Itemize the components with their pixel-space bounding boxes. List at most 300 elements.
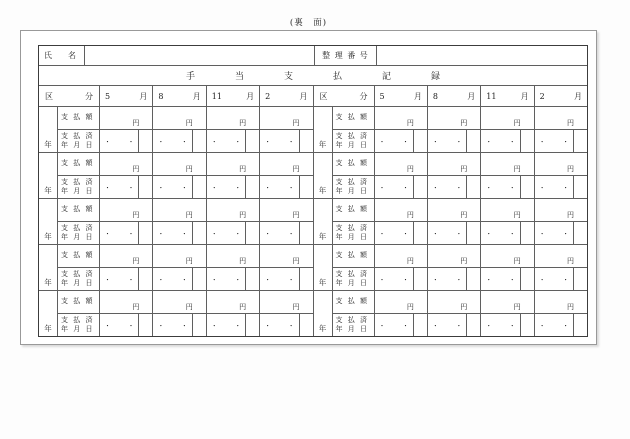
amount-input-cell[interactable] [260, 245, 312, 267]
date-sub-cell [300, 222, 313, 244]
amount-input-cell[interactable] [100, 199, 153, 221]
yen-label: 円 [460, 165, 468, 173]
date-sub-cell [521, 130, 534, 152]
date-sub-cell [193, 314, 206, 336]
amount-label-cell: 支 払 額 [333, 291, 375, 313]
amount-row [333, 153, 588, 176]
date-input-cell[interactable] [153, 176, 206, 198]
yen-label: 円 [513, 257, 521, 265]
paid-date-row [333, 314, 588, 336]
amount-input-cell[interactable] [535, 107, 587, 129]
date-sub-cell [467, 314, 480, 336]
date-input-cell[interactable] [375, 130, 428, 152]
yen-label: 円 [132, 165, 140, 173]
name-label-cell [39, 46, 85, 65]
date-input-cell[interactable] [207, 268, 260, 290]
amount-input-cell[interactable] [207, 199, 260, 221]
date-input-cell[interactable] [260, 130, 312, 152]
date-sub-cell [521, 314, 534, 336]
date-input-cell[interactable] [207, 222, 260, 244]
date-input-cell[interactable] [153, 130, 206, 152]
month-header-cell: 5 月 [375, 86, 428, 106]
date-write-area [260, 222, 299, 244]
date-sub-cell [574, 130, 587, 152]
amount-row [333, 199, 588, 222]
amount-label-cell: 支 払 額 [58, 153, 100, 175]
amount-input-cell[interactable] [260, 153, 312, 175]
year-input-cell[interactable] [39, 107, 58, 152]
date-input-cell[interactable] [207, 130, 260, 152]
date-sub-cell [246, 268, 259, 290]
amount-label-cell: 支 払 額 [333, 153, 375, 175]
date-separator-dot: ・ [508, 183, 516, 192]
amount-input-cell[interactable] [375, 291, 428, 313]
date-write-area [207, 130, 246, 152]
header-right-half [314, 86, 588, 106]
name-input-cell[interactable] [85, 46, 315, 65]
year-label: 年 [44, 140, 52, 149]
amount-input-cell[interactable] [260, 107, 312, 129]
date-separator-dot: ・ [264, 275, 271, 284]
yen-label: 円 [185, 165, 193, 173]
amount-input-cell[interactable] [481, 107, 534, 129]
amount-input-cell[interactable] [428, 153, 481, 175]
date-separator-dot: ・ [432, 229, 439, 238]
amount-input-cell[interactable] [535, 199, 587, 221]
date-separator-dot: ・ [157, 137, 165, 146]
kubun-header-cell [39, 86, 100, 106]
date-input-cell[interactable] [535, 314, 587, 336]
kubun-header-cell [314, 86, 375, 106]
date-separator-dot: ・ [378, 183, 386, 192]
date-separator-dot: ・ [234, 275, 241, 284]
date-separator-dot: ・ [562, 183, 569, 192]
amount-input-cell[interactable] [100, 291, 153, 313]
date-separator-dot: ・ [432, 183, 439, 192]
date-separator-dot: ・ [181, 275, 188, 284]
date-sub-cell [193, 222, 206, 244]
date-separator-dot: ・ [378, 229, 386, 238]
date-write-area [260, 176, 299, 198]
date-write-area [375, 130, 414, 152]
date-separator-dot: ・ [455, 137, 463, 146]
date-separator-dot: ・ [210, 137, 218, 146]
paid-date-label-cell: 支 払 済 年 月 日 [58, 130, 100, 152]
amount-input-cell[interactable] [260, 199, 312, 221]
date-input-cell[interactable] [100, 130, 153, 152]
date-sub-cell [246, 314, 259, 336]
date-input-cell[interactable] [535, 130, 587, 152]
amount-row [333, 291, 588, 314]
date-sub-cell [139, 314, 152, 336]
paid-date-label-cell: 支 払 済 年 月 日 [333, 268, 375, 290]
date-separator-dot: ・ [538, 137, 546, 146]
date-input-cell[interactable] [100, 268, 153, 290]
amount-input-cell[interactable] [428, 199, 481, 221]
amount-input-cell[interactable] [207, 291, 260, 313]
amount-input-cell[interactable] [481, 291, 534, 313]
amount-input-cell[interactable] [207, 153, 260, 175]
date-input-cell[interactable] [100, 176, 153, 198]
yen-label: 円 [406, 119, 414, 127]
date-sub-cell [467, 222, 480, 244]
ref-number-label-cell [315, 46, 377, 65]
amount-input-cell[interactable] [481, 199, 534, 221]
date-input-cell[interactable] [260, 222, 312, 244]
amount-input-cell[interactable] [481, 153, 534, 175]
date-sub-cell [300, 130, 313, 152]
date-write-area [100, 268, 139, 290]
yen-label: 円 [239, 303, 247, 311]
amount-input-cell[interactable] [428, 291, 481, 313]
date-sub-cell [139, 268, 152, 290]
date-input-cell[interactable] [428, 130, 481, 152]
date-sub-cell [414, 130, 427, 152]
amount-input-cell[interactable] [153, 153, 206, 175]
date-separator-dot: ・ [157, 183, 165, 192]
amount-input-cell[interactable] [481, 245, 534, 267]
name-row [39, 46, 587, 66]
date-separator-dot: ・ [432, 275, 439, 284]
paid-date-label-cell: 支 払 済 年 月 日 [333, 314, 375, 336]
date-write-area [481, 130, 520, 152]
year-input-cell[interactable] [314, 245, 333, 290]
date-write-area [535, 130, 574, 152]
amount-row [333, 245, 588, 268]
date-separator-dot: ・ [538, 275, 546, 284]
yen-label: 円 [406, 165, 414, 173]
date-input-cell[interactable] [100, 314, 153, 336]
month-header-cell: 8 月 [153, 86, 206, 106]
date-write-area [428, 314, 467, 336]
date-separator-dot: ・ [287, 321, 295, 330]
yen-label: 円 [460, 119, 468, 127]
date-write-area [428, 130, 467, 152]
date-sub-cell [467, 130, 480, 152]
yen-label: 円 [567, 257, 574, 265]
date-separator-dot: ・ [287, 229, 295, 238]
date-write-area [535, 268, 574, 290]
yen-label: 円 [460, 211, 468, 219]
date-input-cell[interactable] [207, 176, 260, 198]
date-separator-dot: ・ [455, 229, 463, 238]
amount-input-cell[interactable] [207, 107, 260, 129]
amount-input-cell[interactable] [153, 107, 206, 129]
yen-label: 円 [567, 303, 574, 311]
amount-input-cell[interactable] [375, 199, 428, 221]
date-write-area [207, 314, 246, 336]
yen-label: 円 [239, 211, 247, 219]
date-sub-cell [521, 176, 534, 198]
date-input-cell[interactable] [100, 222, 153, 244]
payment-blocks-area [39, 107, 587, 336]
payment-block [39, 107, 313, 153]
date-write-area [207, 176, 246, 198]
date-sub-cell [246, 130, 259, 152]
date-separator-dot: ・ [562, 321, 569, 330]
yen-label: 円 [132, 211, 140, 219]
date-input-cell[interactable] [153, 314, 206, 336]
date-write-area [375, 314, 414, 336]
amount-label-cell: 支 払 額 [58, 199, 100, 221]
date-separator-dot: ・ [378, 321, 386, 330]
yen-label: 円 [185, 257, 193, 265]
date-write-area [260, 314, 299, 336]
header-left-half [39, 86, 314, 106]
form-title: 手当支払記録 [185, 72, 480, 82]
date-input-cell[interactable] [428, 176, 481, 198]
date-separator-dot: ・ [210, 275, 218, 284]
payment-block [314, 153, 588, 199]
year-input-cell[interactable] [39, 245, 58, 290]
month-header-cell: 5 月 [100, 86, 153, 106]
date-separator-dot: ・ [562, 275, 569, 284]
amount-input-cell[interactable] [375, 107, 428, 129]
year-input-cell[interactable] [314, 291, 333, 336]
date-input-cell[interactable] [535, 222, 587, 244]
date-input-cell[interactable] [481, 176, 534, 198]
year-label: 年 [318, 278, 327, 287]
date-separator-dot: ・ [264, 229, 271, 238]
date-separator-dot: ・ [432, 137, 439, 146]
paid-date-row [58, 268, 313, 290]
date-separator-dot: ・ [455, 321, 463, 330]
date-separator-dot: ・ [104, 275, 111, 284]
blocks-left-half [39, 107, 314, 336]
date-input-cell[interactable] [153, 268, 206, 290]
date-sub-cell [139, 176, 152, 198]
date-separator-dot: ・ [402, 275, 409, 284]
paid-date-label-cell: 支 払 済 年 月 日 [58, 176, 100, 198]
year-label: 年 [44, 186, 52, 195]
date-separator-dot: ・ [181, 183, 188, 192]
year-input-cell[interactable] [314, 153, 333, 198]
date-input-cell[interactable] [375, 314, 428, 336]
date-write-area [260, 268, 299, 290]
date-input-cell[interactable] [260, 268, 312, 290]
column-header-row [39, 86, 587, 107]
amount-input-cell[interactable] [260, 291, 312, 313]
date-sub-cell [574, 222, 587, 244]
date-separator-dot: ・ [234, 229, 241, 238]
date-input-cell[interactable] [481, 222, 534, 244]
amount-input-cell[interactable] [100, 245, 153, 267]
date-sub-cell [193, 176, 206, 198]
date-write-area [428, 176, 467, 198]
blocks-right-half [314, 107, 588, 336]
yen-label: 円 [239, 257, 247, 265]
amount-input-cell[interactable] [375, 153, 428, 175]
date-write-area [100, 130, 139, 152]
date-separator-dot: ・ [104, 183, 111, 192]
paid-date-row [58, 314, 313, 336]
date-write-area [375, 176, 414, 198]
paid-date-label-cell: 支 払 済 年 月 日 [333, 130, 375, 152]
yen-label: 円 [185, 303, 193, 311]
yen-label: 円 [185, 211, 193, 219]
date-sub-cell [246, 176, 259, 198]
yen-label: 円 [185, 119, 193, 127]
yen-label: 円 [406, 303, 414, 311]
amount-label-cell: 支 払 額 [58, 291, 100, 313]
date-separator-dot: ・ [157, 275, 165, 284]
amount-input-cell[interactable] [100, 107, 153, 129]
date-sub-cell [414, 314, 427, 336]
date-separator-dot: ・ [402, 183, 409, 192]
date-separator-dot: ・ [562, 229, 569, 238]
date-separator-dot: ・ [104, 137, 111, 146]
date-separator-dot: ・ [455, 275, 463, 284]
payment-block [314, 199, 588, 245]
date-input-cell[interactable] [481, 130, 534, 152]
date-input-cell[interactable] [375, 176, 428, 198]
yen-label: 円 [513, 303, 521, 311]
amount-input-cell[interactable] [535, 245, 587, 267]
amount-input-cell[interactable] [153, 245, 206, 267]
amount-input-cell[interactable] [153, 199, 206, 221]
paid-date-label-cell: 支 払 済 年 月 日 [58, 222, 100, 244]
form-page [20, 30, 597, 345]
date-separator-dot: ・ [181, 137, 188, 146]
date-sub-cell [300, 176, 313, 198]
date-sub-cell [521, 268, 534, 290]
date-write-area [153, 314, 192, 336]
amount-row [58, 107, 313, 130]
date-separator-dot: ・ [455, 183, 463, 192]
date-separator-dot: ・ [181, 321, 188, 330]
date-separator-dot: ・ [210, 229, 218, 238]
date-separator-dot: ・ [157, 321, 165, 330]
year-label: 年 [318, 324, 327, 333]
date-sub-cell [139, 222, 152, 244]
payment-block [39, 153, 313, 199]
date-write-area [100, 314, 139, 336]
date-separator-dot: ・ [104, 229, 111, 238]
date-separator-dot: ・ [127, 275, 135, 284]
year-input-cell[interactable] [314, 199, 333, 244]
year-input-cell[interactable] [314, 107, 333, 152]
date-write-area [260, 130, 299, 152]
month-header-cell: 11 月 [207, 86, 260, 106]
date-write-area [207, 222, 246, 244]
amount-input-cell[interactable] [375, 245, 428, 267]
date-separator-dot: ・ [402, 137, 409, 146]
amount-label-cell: 支 払 額 [58, 245, 100, 267]
amount-input-cell[interactable] [535, 153, 587, 175]
date-write-area [481, 314, 520, 336]
date-write-area [428, 222, 467, 244]
year-input-cell[interactable] [39, 153, 58, 198]
date-input-cell[interactable] [535, 176, 587, 198]
yen-label: 円 [567, 165, 574, 173]
date-input-cell[interactable] [481, 268, 534, 290]
date-input-cell[interactable] [375, 268, 428, 290]
amount-input-cell[interactable] [428, 245, 481, 267]
amount-input-cell[interactable] [428, 107, 481, 129]
date-separator-dot: ・ [538, 229, 546, 238]
date-separator-dot: ・ [234, 137, 241, 146]
paid-date-row [58, 130, 313, 152]
date-write-area [535, 314, 574, 336]
date-write-area [535, 176, 574, 198]
date-separator-dot: ・ [234, 183, 241, 192]
amount-label-cell: 支 払 額 [333, 199, 375, 221]
date-input-cell[interactable] [428, 268, 481, 290]
amount-input-cell[interactable] [100, 153, 153, 175]
date-sub-cell [574, 314, 587, 336]
date-sub-cell [300, 268, 313, 290]
date-separator-dot: ・ [485, 183, 492, 192]
date-input-cell[interactable] [153, 222, 206, 244]
amount-input-cell[interactable] [153, 291, 206, 313]
date-sub-cell [300, 314, 313, 336]
date-input-cell[interactable] [428, 222, 481, 244]
yen-label: 円 [513, 211, 521, 219]
date-separator-dot: ・ [210, 321, 218, 330]
yen-label: 円 [292, 303, 300, 311]
date-sub-cell [414, 222, 427, 244]
date-input-cell[interactable] [428, 314, 481, 336]
date-write-area [207, 268, 246, 290]
date-sub-cell [246, 222, 259, 244]
title-row [39, 66, 587, 86]
date-separator-dot: ・ [127, 183, 135, 192]
paid-date-row [333, 268, 588, 290]
payment-block [314, 107, 588, 153]
date-separator-dot: ・ [287, 183, 295, 192]
payment-block [39, 199, 313, 245]
year-input-cell[interactable] [39, 199, 58, 244]
date-separator-dot: ・ [157, 229, 165, 238]
amount-label-cell: 支 払 額 [333, 245, 375, 267]
kubun-right-label: 分 [359, 91, 368, 101]
date-separator-dot: ・ [104, 321, 111, 330]
date-input-cell[interactable] [535, 268, 587, 290]
date-input-cell[interactable] [207, 314, 260, 336]
amount-row [58, 199, 313, 222]
date-separator-dot: ・ [485, 321, 492, 330]
date-sub-cell [414, 176, 427, 198]
date-separator-dot: ・ [264, 183, 271, 192]
date-separator-dot: ・ [378, 137, 386, 146]
yen-label: 円 [132, 257, 140, 265]
date-input-cell[interactable] [481, 314, 534, 336]
amount-input-cell[interactable] [207, 245, 260, 267]
yen-label: 円 [239, 165, 247, 173]
year-input-cell[interactable] [39, 291, 58, 336]
date-input-cell[interactable] [260, 176, 312, 198]
paid-date-label-cell: 支 払 済 年 月 日 [58, 314, 100, 336]
yen-label: 円 [292, 257, 300, 265]
date-input-cell[interactable] [260, 314, 312, 336]
ref-number-input-cell[interactable] [377, 46, 587, 65]
date-separator-dot: ・ [127, 321, 135, 330]
date-write-area [153, 176, 192, 198]
date-input-cell[interactable] [375, 222, 428, 244]
date-write-area [153, 268, 192, 290]
date-sub-cell [193, 130, 206, 152]
year-label: 年 [318, 186, 327, 195]
paid-date-label-cell: 支 払 済 年 月 日 [333, 222, 375, 244]
year-label: 年 [318, 232, 327, 241]
amount-input-cell[interactable] [535, 291, 587, 313]
yen-label: 円 [513, 119, 521, 127]
paid-date-row [333, 176, 588, 198]
payment-block [314, 245, 588, 291]
yen-label: 円 [292, 119, 300, 127]
kubun-left-label: 区 [45, 91, 53, 101]
month-header-cell: 2 月 [265, 91, 308, 101]
